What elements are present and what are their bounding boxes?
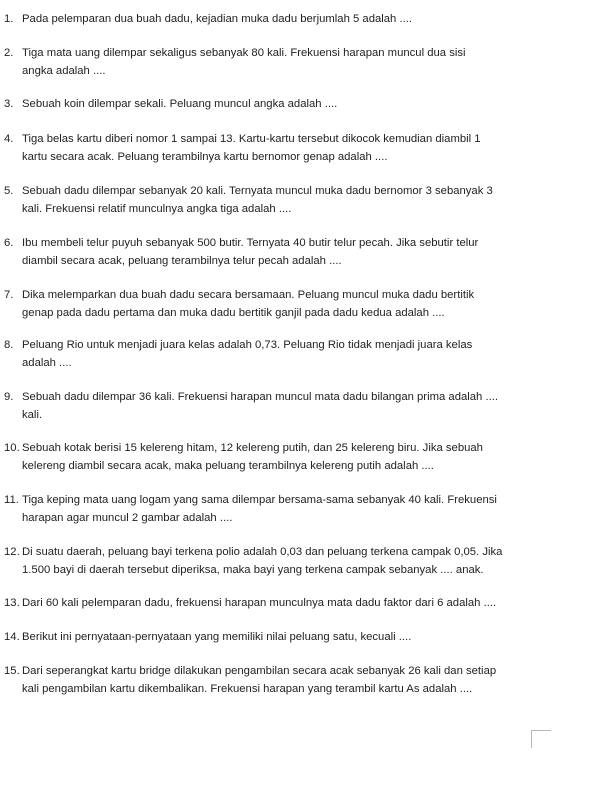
question-number: 10. — [4, 442, 20, 454]
question-text: Dari 60 kali pelemparan dadu, frekuensi harapan munculnya mata dadu faktor dari 6 adalah .... — [22, 597, 497, 609]
question-text: Peluang Rio untuk menjadi juara kelas adalah 0,73. Peluang Rio tidak menjadi juara kelas adalah .... — [22, 339, 473, 369]
question-1 — [4, 10, 589, 28]
question-2 — [4, 44, 589, 80]
question-number: 15. — [4, 665, 20, 677]
question-text: Tiga mata uang dilempar sekaligus sebanyak 80 kali. Frekuensi harapan muncul dua sisi angka adalah .... — [22, 47, 466, 77]
question-number: 11. — [4, 494, 19, 506]
question-8 — [4, 336, 589, 372]
question-text: Ibu membeli telur puyuh sebanyak 500 butir. Ternyata 40 butir telur pecah. Jika sebutir telur diambil secara acak, peluang terambilnya telur pecah adalah .... — [22, 237, 479, 267]
question-text: Pada pelemparan dua buah dadu, kejadian muka dadu berjumlah 5 adalah .... — [22, 13, 413, 25]
question-number: 6. — [4, 237, 14, 249]
corner-crop-mark — [531, 730, 551, 748]
question-10 — [4, 439, 589, 475]
question-text: Berikut ini pernyataan-pernyataan yang memiliki nilai peluang satu, kecuali .... — [22, 631, 412, 643]
question-text: Sebuah kotak berisi 15 kelereng hitam, 12 kelereng putih, dan 25 kelereng biru. Jika sebuah kelereng diambil secara acak, maka peluang terambilnya kelereng putih adalah .... — [22, 442, 483, 472]
question-text: Di suatu daerah, peluang bayi terkena polio adalah 0,03 dan peluang terkena campak 0,05. Jika 1.500 bayi di daerah tersebut diperiksa, maka bayi yang terkena campak sebanyak .... anak. — [22, 546, 503, 576]
question-14 — [4, 628, 589, 646]
question-6 — [4, 234, 589, 270]
question-text: Sebuah koin dilempar sekali. Peluang muncul angka adalah .... — [22, 98, 338, 110]
question-text: Sebuah dadu dilempar 36 kali. Frekuensi harapan muncul mata dadu bilangan prima adalah .... kali. — [22, 391, 499, 421]
question-9 — [4, 388, 589, 424]
question-number: 13. — [4, 597, 20, 609]
question-number: 7. — [4, 289, 14, 301]
question-12 — [4, 543, 589, 579]
question-11 — [4, 491, 589, 527]
question-number: 1. — [4, 13, 14, 25]
question-4 — [4, 130, 589, 166]
question-number: 8. — [4, 339, 14, 351]
question-text: Tiga belas kartu diberi nomor 1 sampai 13. Kartu-kartu tersebut dikocok kemudian diambil 1 kartu secara acak. Peluang terambilnya kartu bernomor genap adalah .... — [22, 133, 481, 163]
question-7 — [4, 286, 589, 322]
question-13 — [4, 594, 589, 612]
question-number: 5. — [4, 185, 14, 197]
question-number: 14. — [4, 631, 20, 643]
question-number: 2. — [4, 47, 14, 59]
question-text: Dika melemparkan dua buah dadu secara bersamaan. Peluang muncul muka dadu bertitik genap pada dadu pertama dan muka dadu bertitik ganjil pada dadu kedua adalah .... — [22, 289, 475, 319]
question-number: 9. — [4, 391, 14, 403]
question-text: Dari seperangkat kartu bridge dilakukan pengambilan secara acak sebanyak 26 kali dan setiap kali pengambilan kartu dikembalikan. Frekuensi harapan yang terambil kartu As adalah .... — [22, 665, 497, 695]
question-number: 4. — [4, 133, 14, 145]
question-5 — [4, 182, 589, 218]
question-text: Sebuah dadu dilempar sebanyak 20 kali. Ternyata muncul muka dadu bernomor 3 sebanyak 3 kali. Frekuensi relatif munculnya angka tiga adalah .... — [22, 185, 493, 215]
question-3 — [4, 95, 589, 113]
question-text: Tiga keping mata uang logam yang sama dilempar bersama-sama sebanyak 40 kali. Frekuensi harapan agar muncul 2 gambar adalah .... — [22, 494, 497, 524]
question-number: 3. — [4, 98, 14, 110]
question-number: 12. — [4, 546, 20, 558]
question-15 — [4, 662, 589, 698]
